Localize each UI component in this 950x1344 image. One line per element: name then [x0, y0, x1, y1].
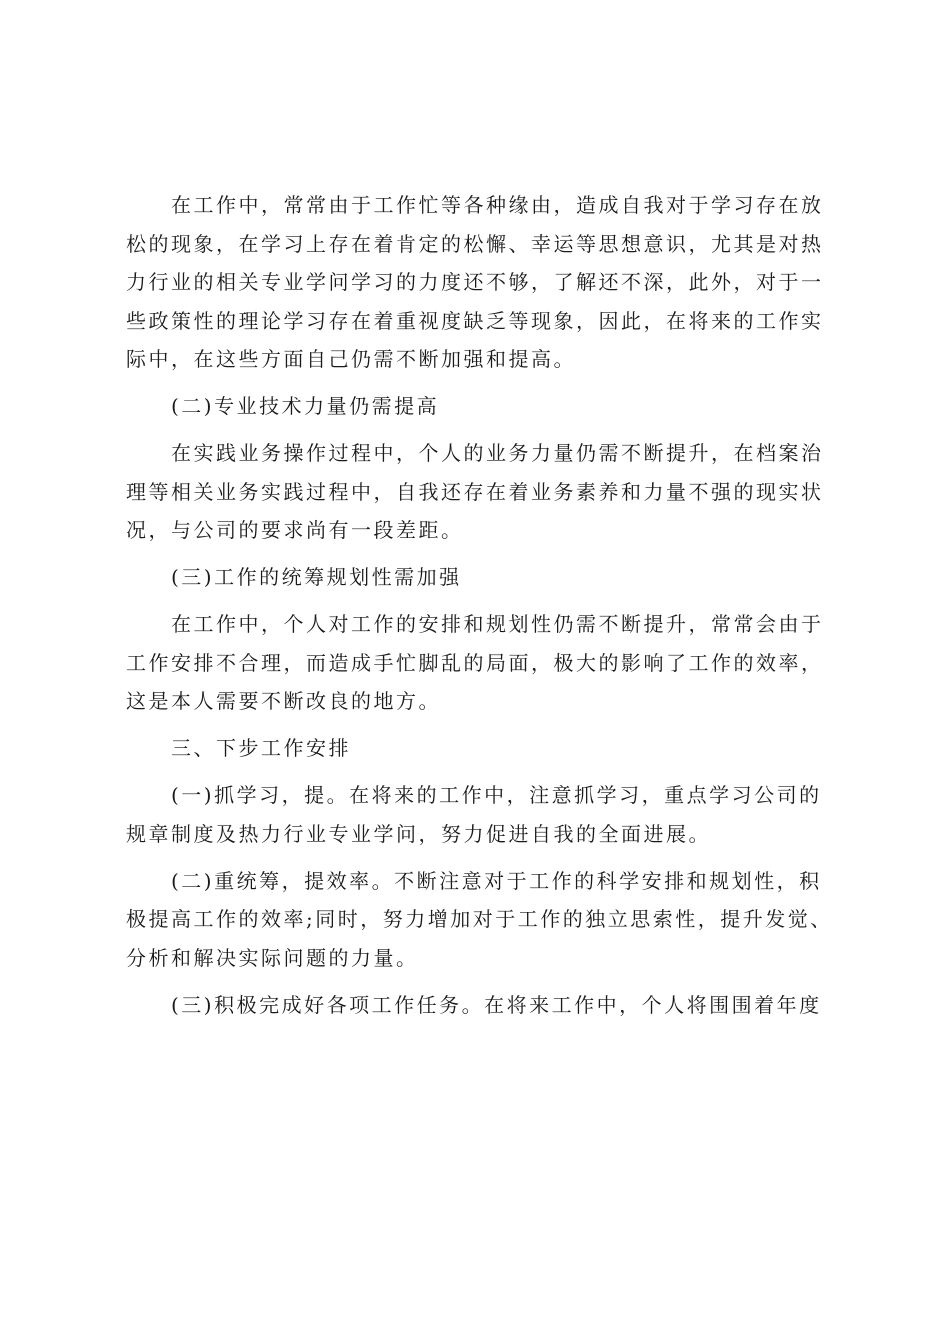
text-line: 极提高工作的效率;同时，努力增加对于工作的独立思索性，提升发觉、 — [126, 907, 833, 931]
paragraph-professional-skills — [126, 434, 824, 550]
text-line: 松的现象，在学习上存在着肯定的松懈、幸运等思想意识，尤其是对热 — [126, 231, 824, 256]
text-line: 规章制度及热力行业专业学问，努力促进自我的全面进展。 — [126, 821, 711, 846]
section-heading-next-steps — [126, 729, 351, 768]
text-line: 理等相关业务实践过程中，自我还存在着业务素养和力量不强的现实状 — [126, 479, 824, 504]
heading-planning — [126, 558, 462, 597]
text-line: 三、下步工作安排 — [126, 736, 351, 760]
text-line: 在工作中，常常由于工作忙等各种缘由，造成自我对于学习存在放 — [126, 193, 824, 217]
text-line: 在工作中，个人对工作的安排和规划性仍需不断提升，常常会由于 — [126, 612, 824, 636]
text-line: (三)积极完成好各项工作任务。在将来工作中，个人将围围着年度 — [126, 992, 822, 1017]
text-line: 这是本人需要不断改良的地方。 — [126, 689, 441, 713]
text-line: 力行业的相关专业学问学习的力度还不够，了解还不深，此外，对于一 — [126, 270, 824, 294]
paragraph-next-step-1 — [126, 776, 822, 853]
paragraph-study-issues — [126, 186, 824, 379]
text-line: 分析和解决实际问题的力量。 — [126, 945, 419, 970]
text-line: 际中，在这些方面自己仍需不断加强和提高。 — [126, 347, 576, 371]
text-line: (三)工作的统筹规划性需加强 — [126, 565, 462, 589]
text-line: 在实践业务操作过程中，个人的业务力量仍需不断提升，在档案治 — [126, 441, 824, 465]
text-line: 些政策性的理论学习存在着重视度缺乏等现象，因此，在将来的工作实 — [126, 308, 824, 333]
heading-professional-skills — [126, 387, 439, 426]
paragraph-planning — [126, 605, 824, 721]
paragraph-next-step-2 — [126, 862, 833, 978]
text-line: (二)重统筹，提效率。不断注意对于工作的科学安排和规划性，积 — [126, 868, 822, 893]
text-line: (二)专业技术力量仍需提高 — [126, 394, 440, 418]
text-line: (一)抓学习，提。在将来的工作中，注意抓学习，重点学习公司的 — [126, 783, 822, 807]
paragraph-next-step-3 — [126, 986, 822, 1025]
text-line: 况，与公司的要求尚有一段差距。 — [126, 518, 464, 542]
text-line: 工作安排不合理，而造成手忙脚乱的局面，极大的影响了工作的效率， — [126, 650, 824, 675]
